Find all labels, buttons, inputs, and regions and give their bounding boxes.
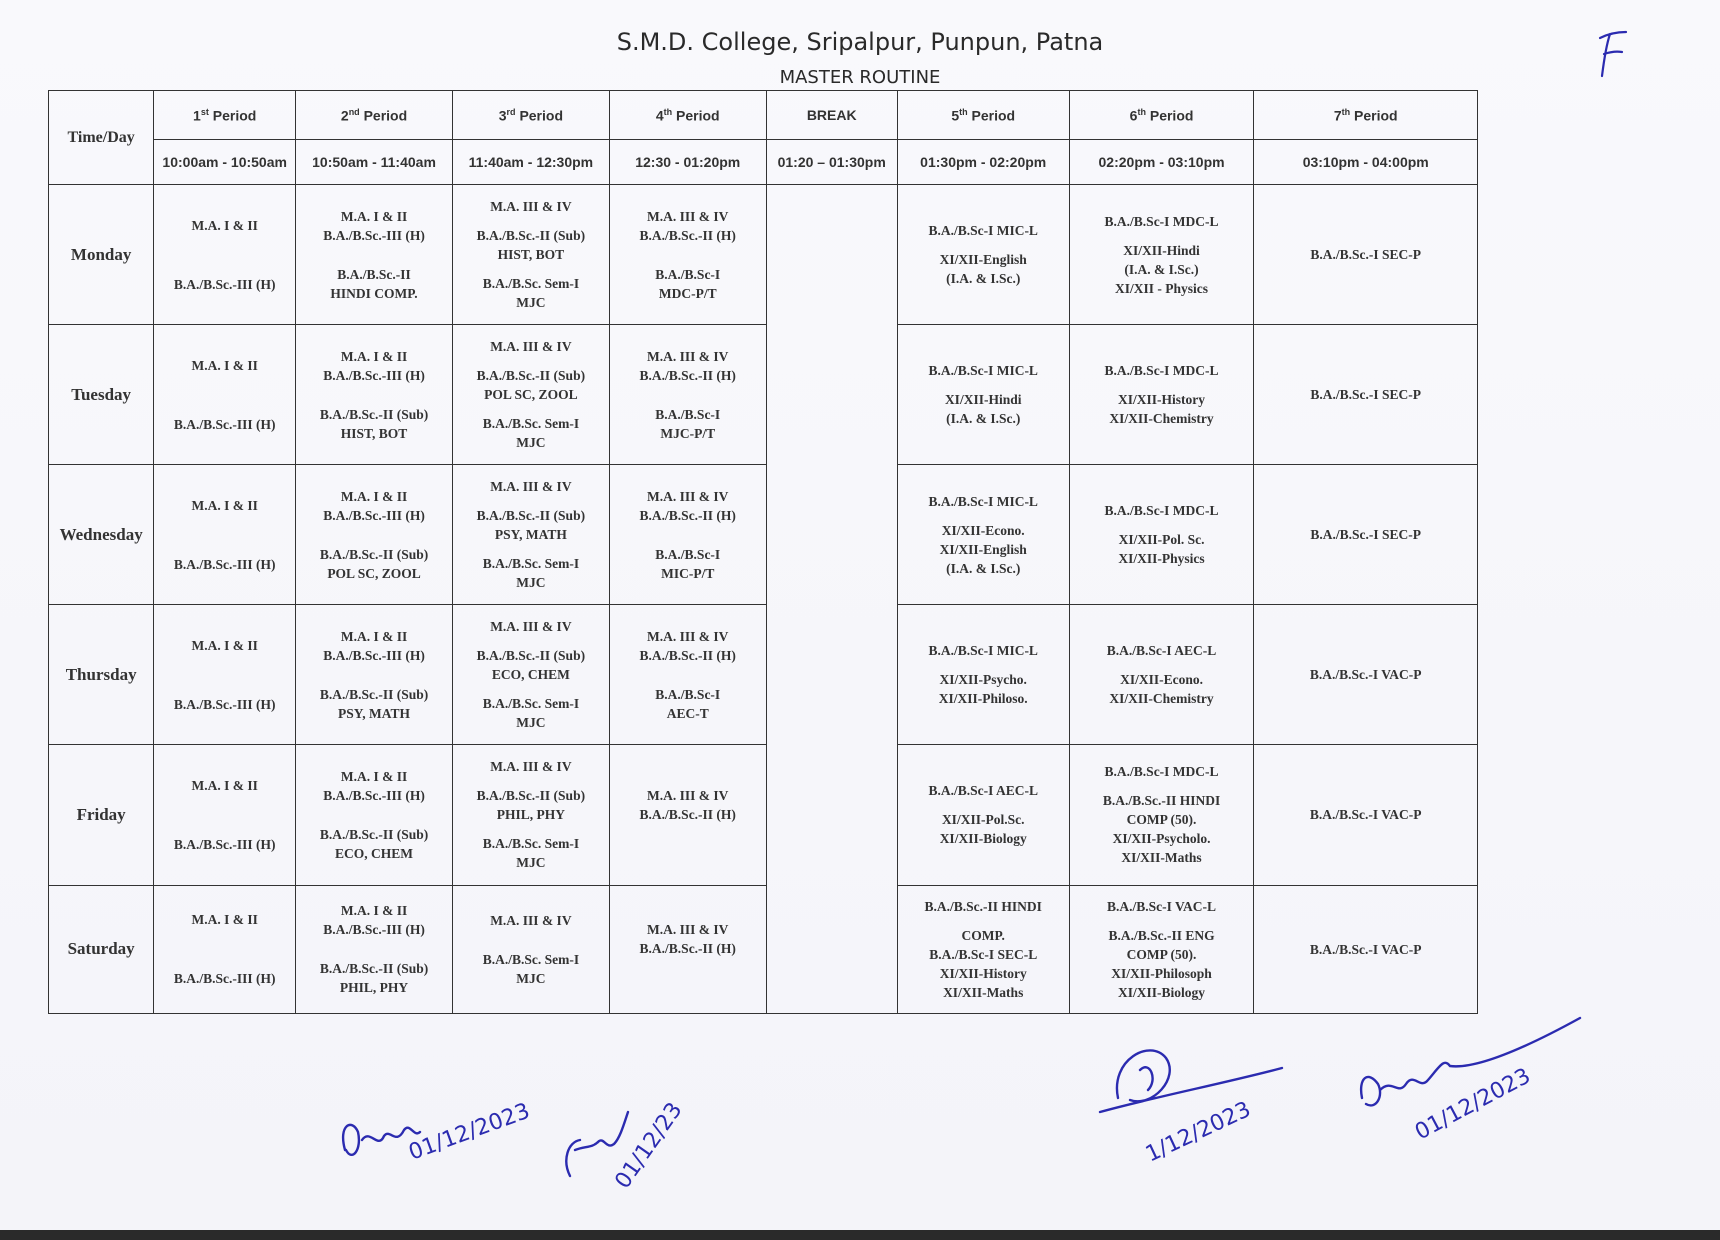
class-line: B.A./B.Sc.-II (H) [639, 806, 736, 822]
day-label: Wednesday [49, 465, 154, 605]
class-line: POL SC, ZOOL [327, 565, 421, 581]
class-line: M.A. I & II [340, 903, 408, 919]
class-line: B.A./B.Sc.-III (H) [323, 922, 425, 938]
class-line: HIST, BOT [340, 425, 408, 441]
class-line: COMP (50). [1126, 946, 1197, 962]
class-line: MIC-P/T [661, 565, 715, 581]
class-line: M.A. III & IV [490, 759, 572, 775]
class-line: M.A. III & IV [647, 922, 729, 938]
class-line: B.A./B.Sc.-II [337, 266, 411, 282]
class-line: XI/XII-Psycholo. [1112, 831, 1211, 847]
svg-text:01/12/2023: 01/12/2023 [1411, 1063, 1535, 1146]
period-6-cell [1069, 745, 1254, 885]
class-line: MJC [516, 435, 546, 451]
class-line: B.A./B.Sc.-III (H) [323, 367, 425, 383]
class-line: B.A./B.Sc. Sem-I [482, 556, 580, 572]
class-line: B.A./B.Sc.-III (H) [173, 971, 276, 987]
period-7-cell: B.A./B.Sc.-I SEC-P [1254, 465, 1478, 605]
class-line: XI/XII-Philoso. [938, 691, 1028, 707]
class-line: ECO, CHEM [335, 845, 414, 861]
class-line: XI/XII-Biology [939, 831, 1027, 847]
class-line: ECO, CHEM [491, 667, 570, 683]
period-2-cell [296, 465, 453, 605]
class-line: B.A./B.Sc-I MIC-L [928, 223, 1038, 239]
class-line: (I.A. & I.Sc.) [1124, 261, 1199, 277]
class-line: M.A. I & II [340, 488, 408, 504]
class-line: AEC-T [666, 705, 709, 721]
class-line: B.A./B.Sc.-III (H) [173, 556, 276, 572]
class-line: B.A./B.Sc.-II (Sub) [476, 788, 586, 804]
class-line: XI/XII-Hindi [1123, 242, 1200, 258]
period-time: 10:00am - 10:50am [154, 140, 296, 185]
class-line: B.A./B.Sc-I VAC-L [1107, 898, 1217, 914]
signature-3 [1100, 1050, 1282, 1167]
class-line: M.A. I & II [191, 777, 258, 793]
class-line: B.A./B.Sc.-II (Sub) [319, 686, 429, 702]
class-line: B.A./B.Sc.-II (Sub) [319, 406, 429, 422]
class-line: B.A./B.Sc.-III (H) [323, 227, 425, 243]
class-line: XI/XII-Maths [1121, 850, 1202, 866]
routine-subtitle: MASTER ROUTINE [779, 67, 941, 88]
class-line: B.A./B.Sc-I AEC-L [928, 783, 1038, 799]
period-7-cell: B.A./B.Sc.-I SEC-P [1254, 325, 1478, 465]
signature-4 [1361, 1018, 1580, 1145]
class-line: B.A./B.Sc-I SEC-L [929, 946, 1038, 962]
period-1-cell [154, 605, 296, 745]
period-5-cell [897, 745, 1069, 885]
class-line: XI/XII-History [1118, 392, 1206, 408]
class-line: B.A./B.Sc. Sem-I [482, 951, 580, 967]
class-line: HINDI COMP. [330, 285, 418, 301]
period-time: 02:20pm - 03:10pm [1069, 140, 1254, 185]
class-line: B.A./B.Sc.-II HINDI [1102, 793, 1221, 809]
period-header: 1st Period [154, 91, 296, 140]
class-line: B.A./B.Sc.-II ENG [1108, 927, 1215, 943]
class-line: PHIL, PHY [339, 980, 409, 996]
period-6-cell [1069, 605, 1254, 745]
class-line: M.A. III & IV [647, 208, 729, 224]
period-5-cell [897, 605, 1069, 745]
period-3-cell [452, 745, 609, 885]
class-line: M.A. III & IV [647, 628, 729, 644]
class-line: XI/XII-Pol.Sc. [941, 812, 1025, 828]
class-line: XI/XII-Econo. [941, 522, 1025, 538]
class-line: M.A. I & II [340, 208, 408, 224]
class-line: XI/XII-Psycho. [939, 672, 1027, 688]
day-row [49, 745, 1478, 885]
class-line: B.A./B.Sc.-III (H) [323, 647, 425, 663]
class-line: M.A. I & II [340, 628, 408, 644]
class-line: M.A. I & II [340, 348, 408, 364]
class-line: PSY, MATH [338, 705, 411, 721]
class-line: XI/XII-Philosoph [1111, 965, 1212, 981]
period-header: 4th Period [609, 91, 766, 140]
class-line: B.A./B.Sc.-II (H) [639, 941, 736, 957]
corner-mark-f [1592, 26, 1632, 82]
class-line: B.A./B.Sc.-III (H) [173, 276, 276, 292]
period-1-cell [154, 465, 296, 605]
class-line: B.A./B.Sc. Sem-I [482, 836, 580, 852]
class-line: M.A. III & IV [490, 912, 572, 928]
period-2-cell [296, 605, 453, 745]
period-5-cell [897, 885, 1069, 1013]
period-6-cell [1069, 185, 1254, 325]
period-header: 3rd Period [452, 91, 609, 140]
period-2-cell [296, 325, 453, 465]
period-3-cell [452, 185, 609, 325]
college-title: S.M.D. College, Sripalpur, Punpun, Patna [616, 28, 1104, 56]
period-2-cell [296, 185, 453, 325]
class-line: B.A./B.Sc.-II (Sub) [319, 826, 429, 842]
class-line: B.A./B.Sc.-II (Sub) [319, 546, 429, 562]
day-label: Saturday [49, 885, 154, 1013]
class-line: MDC-P/T [658, 285, 717, 301]
class-line: MJC-P/T [660, 425, 716, 441]
class-line: XI/XII-History [939, 965, 1027, 981]
class-line: M.A. III & IV [647, 488, 729, 504]
day-label: Tuesday [49, 325, 154, 465]
class-line: (I.A. & I.Sc.) [946, 560, 1021, 576]
class-line: COMP (50). [1126, 812, 1197, 828]
class-line: B.A./B.Sc.-II (H) [639, 647, 736, 663]
break-time: 01:20 – 01:30pm [766, 140, 897, 185]
signature-1 [343, 1099, 533, 1166]
break-header: BREAK [766, 91, 897, 140]
class-line: B.A./B.Sc. Sem-I [482, 416, 580, 432]
period-1-cell [154, 185, 296, 325]
period-time: 12:30 - 01:20pm [609, 140, 766, 185]
period-5-cell [897, 185, 1069, 325]
class-line: M.A. III & IV [647, 348, 729, 364]
period-1-cell [154, 745, 296, 885]
class-line: M.A. I & II [191, 217, 258, 233]
period-4-cell [609, 605, 766, 745]
svg-text:01/12/2023: 01/12/2023 [405, 1098, 534, 1166]
class-line: PHIL, PHY [496, 807, 566, 823]
day-row [49, 325, 1478, 465]
class-line: MJC [516, 970, 546, 986]
period-4-cell [609, 185, 766, 325]
class-line: XI/XII-Physics [1118, 551, 1205, 567]
class-line: B.A./B.Sc.-II (Sub) [476, 368, 586, 384]
class-line: B.A./B.Sc-I MIC-L [928, 493, 1038, 509]
class-line: B.A./B.Sc.-II (H) [639, 227, 736, 243]
class-line: B.A./B.Sc.-III (H) [323, 787, 425, 803]
period-7-cell: B.A./B.Sc.-I VAC-P [1254, 605, 1478, 745]
class-line: MJC [516, 575, 546, 591]
class-line: B.A./B.Sc.-II (H) [639, 507, 736, 523]
period-time: 01:30pm - 02:20pm [897, 140, 1069, 185]
class-line: M.A. I & II [191, 912, 258, 928]
day-row [49, 605, 1478, 745]
class-line: M.A. I & II [191, 497, 258, 513]
class-line: HIST, BOT [497, 247, 565, 263]
day-row [49, 465, 1478, 605]
class-line: POL SC, ZOOL [484, 387, 578, 403]
class-line: B.A./B.Sc-I [655, 546, 721, 562]
class-line: B.A./B.Sc.-II (Sub) [476, 648, 586, 664]
class-line: B.A./B.Sc.-II (H) [639, 367, 736, 383]
class-line: B.A./B.Sc-I MDC-L [1104, 764, 1219, 780]
class-line: B.A./B.Sc.-III (H) [173, 696, 276, 712]
class-line: XI/XII - Physics [1115, 280, 1209, 296]
period-3-cell [452, 885, 609, 1013]
period-4-cell [609, 745, 766, 885]
period-4-cell [609, 885, 766, 1013]
class-line: B.A./B.Sc-I AEC-L [1106, 643, 1217, 659]
class-line: B.A./B.Sc-I [655, 686, 721, 702]
period-5-cell [897, 465, 1069, 605]
class-line: B.A./B.Sc-I MDC-L [1104, 363, 1219, 379]
class-line: B.A./B.Sc.-III (H) [173, 416, 276, 432]
period-header-row [49, 91, 1478, 140]
class-line: PSY, MATH [494, 527, 567, 543]
day-label: Monday [49, 185, 154, 325]
class-line: (I.A. & I.Sc.) [946, 271, 1021, 287]
svg-text:1/12/2023: 1/12/2023 [1141, 1097, 1255, 1168]
class-line: B.A./B.Sc-I MDC-L [1104, 213, 1219, 229]
svg-text:01/12/23: 01/12/23 [610, 1098, 688, 1194]
class-line: XI/XII-Pol. Sc. [1118, 532, 1205, 548]
period-header: 7th Period [1254, 91, 1478, 140]
period-7-cell: B.A./B.Sc.-I SEC-P [1254, 185, 1478, 325]
class-line: XI/XII-Hindi [944, 392, 1022, 408]
time-row [49, 140, 1478, 185]
class-line: MJC [516, 855, 546, 871]
period-header: 5th Period [897, 91, 1069, 140]
period-3-cell [452, 605, 609, 745]
class-line: XI/XII-Chemistry [1109, 691, 1214, 707]
day-label: Friday [49, 745, 154, 885]
class-line: MJC [516, 715, 546, 731]
class-line: B.A./B.Sc.-II (Sub) [319, 961, 429, 977]
period-6-cell [1069, 325, 1254, 465]
class-line: XI/XII-Biology [1118, 984, 1206, 1000]
class-line: B.A./B.Sc. Sem-I [482, 696, 580, 712]
class-line: B.A./B.Sc.-III (H) [323, 507, 425, 523]
period-1-cell [154, 325, 296, 465]
class-line: M.A. III & IV [490, 619, 572, 635]
routine-table [48, 90, 1478, 1014]
break-column [766, 185, 897, 1014]
class-line: M.A. I & II [191, 637, 258, 653]
day-row [49, 885, 1478, 1013]
class-line: M.A. III & IV [490, 479, 572, 495]
period-header: 6th Period [1069, 91, 1254, 140]
time-day-header: Time/Day [49, 91, 154, 185]
class-line: XI/XII-Maths [943, 984, 1024, 1000]
period-header: 2nd Period [296, 91, 453, 140]
period-time: 10:50am - 11:40am [296, 140, 453, 185]
class-line: M.A. III & IV [490, 339, 572, 355]
class-line: COMP. [961, 927, 1005, 943]
period-6-cell [1069, 885, 1254, 1013]
class-line: M.A. I & II [191, 357, 258, 373]
period-time: 03:10pm - 04:00pm [1254, 140, 1478, 185]
class-line: XI/XII-Econo. [1120, 672, 1203, 688]
period-time: 11:40am - 12:30pm [452, 140, 609, 185]
class-line: M.A. I & II [340, 768, 408, 784]
period-4-cell [609, 325, 766, 465]
class-line: MJC [516, 295, 546, 311]
page-bottom-edge [0, 1230, 1720, 1240]
class-line: XI/XII-Chemistry [1109, 411, 1214, 427]
class-line: B.A./B.Sc.-II (Sub) [476, 508, 586, 524]
period-5-cell [897, 325, 1069, 465]
class-line: B.A./B.Sc-I [655, 266, 721, 282]
class-line: B.A./B.Sc.-III (H) [173, 836, 276, 852]
period-7-cell: B.A./B.Sc.-I VAC-P [1254, 885, 1478, 1013]
period-3-cell [452, 465, 609, 605]
period-1-cell [154, 885, 296, 1013]
period-3-cell [452, 325, 609, 465]
class-line: B.A./B.Sc-I MIC-L [928, 363, 1038, 379]
class-line: XI/XII-English [939, 541, 1027, 557]
class-line: XI/XII-English [939, 252, 1027, 268]
class-line: B.A./B.Sc-I [655, 406, 721, 422]
class-line: M.A. III & IV [647, 787, 729, 803]
class-line: B.A./B.Sc.-II (Sub) [476, 228, 586, 244]
period-2-cell [296, 885, 453, 1013]
day-label: Thursday [49, 605, 154, 745]
class-line: B.A./B.Sc-I MIC-L [928, 643, 1038, 659]
period-2-cell [296, 745, 453, 885]
period-6-cell [1069, 465, 1254, 605]
signature-2 [566, 1098, 687, 1193]
period-7-cell: B.A./B.Sc.-I VAC-P [1254, 745, 1478, 885]
period-4-cell [609, 465, 766, 605]
class-line: B.A./B.Sc.-II HINDI [924, 898, 1042, 914]
class-line: M.A. III & IV [490, 199, 572, 215]
class-line: B.A./B.Sc. Sem-I [482, 276, 580, 292]
day-row [49, 185, 1478, 325]
class-line: B.A./B.Sc-I MDC-L [1104, 503, 1219, 519]
class-line: (I.A. & I.Sc.) [946, 411, 1021, 427]
